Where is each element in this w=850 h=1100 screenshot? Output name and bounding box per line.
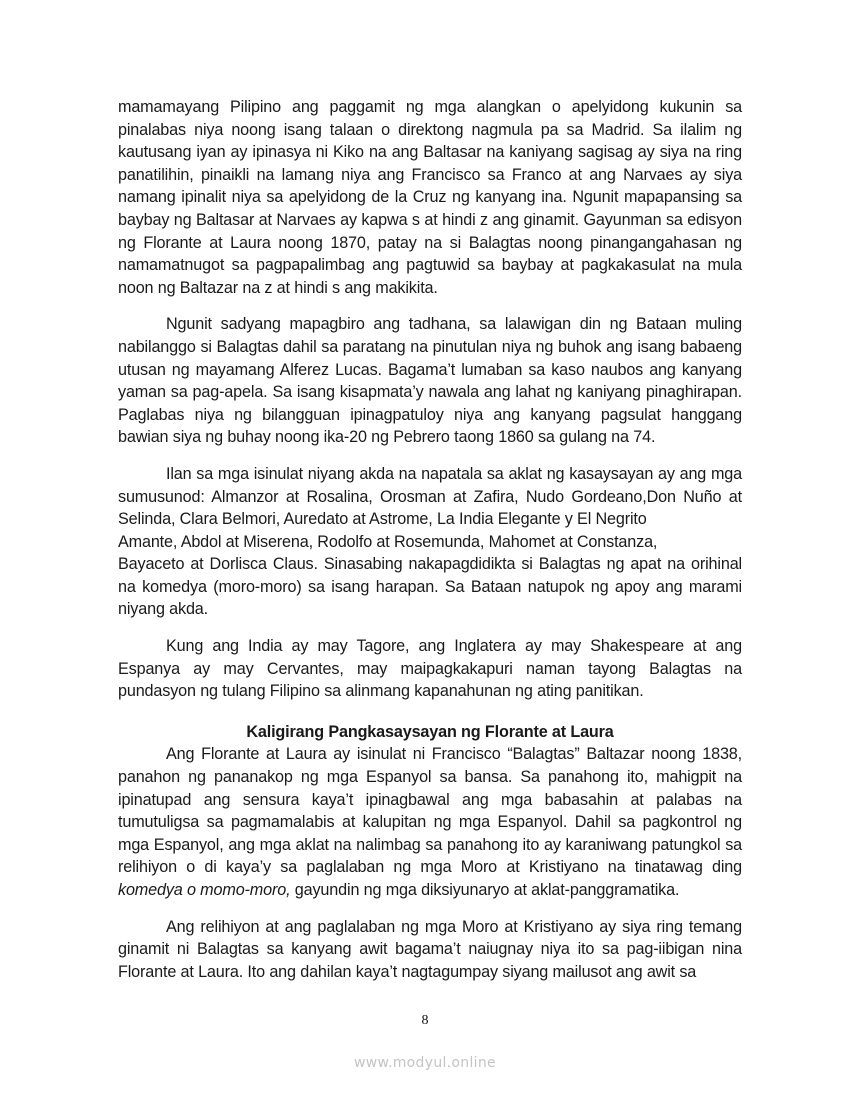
page-number: 8	[421, 1013, 429, 1028]
kaligiran-italic-term: komedya o momo-moro,	[118, 881, 291, 899]
akda-list-part-2: Amante, Abdol at Miserena, Rodolfo at Rosemunda, Mahomet at Constanza,	[118, 532, 658, 551]
akda-list-part-3: Bayaceto at Dorlisca Claus. Sinasabing nakapagdidikta si Balagtas ng apat na orihinal na komedya (moro-moro) sa isang harapan. Sa Bataan natupok ng apoy ang marami niyang akda.	[118, 555, 742, 619]
kaligiran-text-2: gayundin ng mga diksiyunaryo at aklat-panggramatika.	[290, 881, 680, 899]
kaligiran-text-1: Ang Florante at Laura ay isinulat ni Francisco “Balagtas” Baltazar noong 1838, panahon ng pananakop ng mga Espanyol sa bansa. Sa panahong ito, mahigpit na ipinatupad ang sensura kaya’t ipinagbawal ang mga babasahin at palabas na tumutuligsa sa pagmamalabis at kalupitan ng mga Espanyol. Dahil sa pagkontrol ng mga Espanyol, ang mga aklat na nalimbag sa panahong ito ay karaniwang patungkol sa relihiyon o di kaya’y sa paglalaban ng mga Moro at Kristiyano na tinatawag ding	[118, 745, 742, 877]
paragraph-bilangguan: Ngunit sadyang mapagbiro ang tadhana, sa lalawigan din ng Bataan muling nabilanggo si Balagtas dahil sa paratang na pinutulan niya ng buhok ang isang babaeng utusan ng mayamang Alferez Lucas. Bagama’t lumaban sa kaso naubos ang kanyang yaman sa pag-apela. Sa isang kisapmata’y nawala ang lahat ng kaniyang pinaghirapan. Paglabas niya ng bilangguan ipinagpatuloy niya ang kanyang pagsulat hanggang bawian siya ng buhay noong ika-20 ng Pebrero taong 1860 sa gulang na 74.	[118, 315, 742, 447]
paragraph-tagore: Kung ang India ay may Tagore, ang Inglatera ay may Shakespeare at ang Espanya ay may Cervantes, may maipagkakapuri naman tayong Balagtas na pundasyon ng tulang Filipino sa alinmang kapanahunan ng ating panitikan.	[118, 637, 742, 701]
section-heading: Kaligirang Pangkasaysayan ng Florante at Laura	[246, 722, 614, 741]
paragraph-apelyido: mamamayang Pilipino ang paggamit ng mga alangkan o apelyidong kukunin sa pinalabas niya noong isang talaan o direktong nagmula pa sa Madrid. Sa ilalim ng kautusang iyan ay ipinasya ni Kiko na ang Baltasar na kaniyang sagisag ay siya na ring panatilihin, pinaikli na lamang niya ang Francisco sa Franco at ang Narvaes ay siya namang ipinalit niya sa apelyidong de la Cruz ng kanyang ina. Ngunit mapapansing sa baybay ng Baltasar at Narvaes ay kapwa s at hindi z ang ginamit. Gayunman sa edisyon ng Florante at Laura noong 1870, patay na si Balagtas noong pinangangahasan ng namamatnugot sa pagpapalimbag ang pagtuwid sa baybay at pagkakasulat na mula noon ng Baltazar na z at hindi s ang makikita.	[118, 98, 742, 297]
watermark: www.modyul.online	[354, 1055, 496, 1071]
paragraph-kaligiran	[118, 743, 742, 901]
paragraph-relihiyon: Ang relihiyon at ang paglalaban ng mga Moro at Kristiyano ay siya ring temang ginamit ni Balagtas sa kanyang awit bagama’t naiugnay niya ito sa pag-iibigan nina Florante at Laura. Ito ang dahilan kaya’t nagtagumpay siyang mailusot ang awit sa	[118, 917, 742, 981]
paragraph-akda-list	[118, 463, 742, 621]
akda-list-part-1: Ilan sa mga isinulat niyang akda na napatala sa aklat ng kasaysayan ay ang mga sumusunod: Almanzor at Rosalina, Orosman at Zafira, Nudo Gordeano,Don Nuño at Selinda, Clara Belmori, Auredato at Astrome, La India Elegante y El Negrito	[118, 464, 742, 529]
document-body	[118, 96, 742, 983]
